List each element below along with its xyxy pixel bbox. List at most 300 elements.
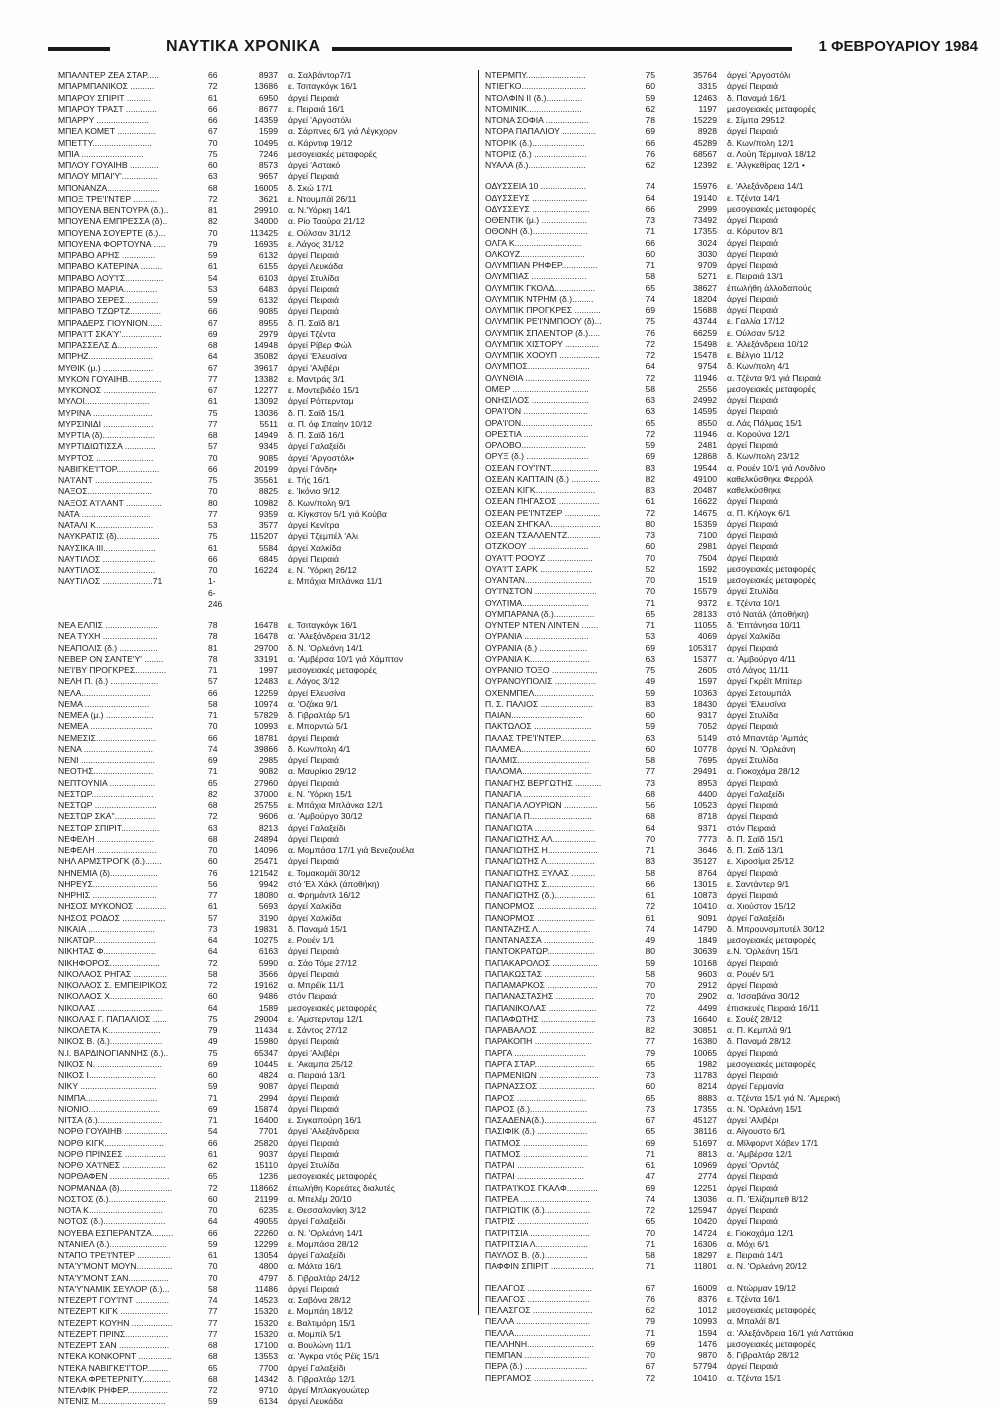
tonnage: 14359 [254, 115, 278, 125]
build-year: 66 [208, 115, 218, 125]
tonnage: 73492 [693, 215, 717, 225]
tonnage: 3577 [258, 520, 278, 530]
tonnage: 3024 [697, 237, 717, 248]
tonnage: 13015 [693, 878, 717, 889]
build-year: 70 [208, 845, 218, 855]
tonnage: 14342 [254, 1373, 278, 1384]
ship-list-right-column [485, 70, 960, 1384]
ship-location: άργεί 'Αλεξάνδρεια [288, 1126, 360, 1137]
tonnage: 29004 [254, 1013, 278, 1024]
ship-location: α. Π. όφ Σπαίην 10/12 [288, 418, 373, 429]
build-year: 71 [645, 1148, 655, 1159]
build-year: 60 [645, 81, 655, 92]
build-year: 60 [208, 1193, 218, 1204]
ship-name [58, 599, 208, 610]
header-rule-middle [332, 47, 792, 51]
build-year: 69 [645, 642, 655, 653]
ship-row [58, 1104, 476, 1115]
ship-name: ΝΤΑ'Υ'ΝΑΜΙΚ ΣΕΥΛΟΡ (δ.)... [58, 1283, 170, 1294]
ship-row [58, 755, 476, 766]
ship-location: ε. Τσιταγκόγκ 16/1 [288, 620, 358, 630]
ship-name: ΠΑΝΑΓΙΑ ΛΟΥΡΙΩΝ .............. [485, 800, 598, 810]
build-year: 82 [645, 1025, 655, 1035]
tonnage: 15320 [254, 1306, 278, 1317]
tonnage: 10065 [693, 1047, 717, 1058]
build-year: 246 [208, 598, 223, 609]
tonnage: 6483 [258, 283, 278, 294]
tonnage: 6132 [258, 250, 278, 260]
ship-row [58, 81, 476, 92]
ship-row [58, 126, 476, 137]
build-year: 83 [645, 485, 655, 495]
ship-name: ΜΠΕΛ ΚΟΜΕΤ ................ [58, 126, 156, 137]
ship-location: άργεί Πειραιά [288, 1036, 339, 1047]
build-year: 70 [208, 452, 218, 463]
build-year: 70 [645, 552, 655, 563]
ship-location: δ. Γιβραλτάρ 24/12 [288, 1272, 360, 1283]
tonnage: 10523 [693, 800, 717, 810]
ship-location: ε. 'Αμστερνταμ 12/1 [288, 1013, 363, 1024]
ship-name: ΟΛΥΜΠΙΚ ΣΠΛΕΝΤΟΡ (δ.)..... [485, 327, 601, 338]
tonnage: 1519 [697, 575, 717, 585]
ship-row [485, 541, 960, 552]
ship-location: άργεί Ελευσίνα [288, 687, 346, 698]
tonnage: 1236 [258, 1171, 278, 1182]
tonnage: 8718 [697, 811, 717, 822]
ship-row [58, 1250, 476, 1261]
ship-name: ΝΤΑΝΙΕΛ (δ.)........................ [58, 1238, 167, 1249]
tonnage: 11946 [693, 428, 717, 439]
ship-location: δ. 'Επτάνησα 10/11 [727, 620, 801, 630]
ship-location: δ. Κων/πολη 23/12 [727, 451, 799, 462]
ship-row [485, 1014, 960, 1025]
tonnage: 19831 [254, 923, 278, 934]
tonnage: 16224 [254, 565, 278, 575]
ship-row [58, 284, 476, 295]
tonnage: 125947 [688, 1205, 717, 1215]
ship-name: ΝΑΞΟΣ........................... [58, 486, 152, 497]
build-year: 77 [208, 418, 218, 429]
build-year: 58 [208, 1283, 218, 1294]
tonnage: 12251 [693, 1182, 717, 1193]
tonnage: 57829 [254, 710, 278, 720]
build-year: 74 [645, 293, 655, 304]
build-year: 71 [208, 665, 218, 675]
ship-location: α. Ρουέν 10/1 γιά Λονδίνο [727, 462, 826, 473]
ship-location: ε. 'Ακαμπα 25/12 [288, 1058, 353, 1069]
ship-row [485, 856, 960, 867]
ship-location: ε.Ν. 'Ορλεάνη 15/1 [727, 946, 799, 957]
ship-location: α. Ν. 'Ορλεάνη 15/1 [727, 1103, 803, 1114]
build-year: 65 [645, 1216, 655, 1227]
ship-name: ΝΗΡΗΙΣ ........................... [58, 890, 157, 900]
build-year: 72 [645, 338, 655, 349]
ship-location: α. 'Αμβούργο 4/11 [727, 653, 796, 664]
ship-name: ΠΕΛΑΓΟΣ .......................... [485, 1293, 590, 1304]
build-year: 77 [208, 890, 218, 900]
ship-location: άργεί Χαλκίδα [288, 542, 342, 553]
ship-location: άργεί Γαλαξείδι [288, 441, 346, 452]
build-year: 61 [208, 396, 218, 407]
ship-row [485, 294, 960, 305]
build-year: 49 [208, 1036, 218, 1047]
tonnage: 2902 [697, 991, 717, 1002]
build-year: 69 [208, 1103, 218, 1114]
ship-name: Π. Σ. ΠΑΛΙΟΣ ...................... [485, 698, 594, 709]
build-year: 75 [208, 407, 218, 418]
tonnage: 13686 [254, 81, 278, 92]
tonnage: 6845 [258, 553, 278, 564]
ship-location: άργεί Πειραιά [288, 732, 339, 743]
build-year: 66 [645, 137, 655, 148]
ship-location: άργεί Τζέντα [288, 328, 336, 339]
build-year: 75 [208, 148, 218, 159]
tonnage: 115207 [249, 531, 278, 542]
build-year: 78 [208, 653, 218, 664]
ship-row [58, 261, 476, 272]
ship-name: ΝΙΜΠΑ.............................. [58, 1092, 158, 1103]
build-year: 75 [645, 70, 655, 80]
ship-location: άργεί 'Αστακό [288, 160, 341, 170]
ship-row [58, 531, 476, 542]
ship-row [58, 631, 476, 642]
ship-row [485, 598, 960, 609]
ship-location: άργεί Πειραιά [727, 1361, 778, 1372]
ship-name: ΝΥΑΛΑ (δ.)........................ [485, 160, 586, 170]
ship-location: ε. Ντουμπάϊ 26/11 [288, 193, 357, 204]
ship-row [485, 283, 960, 294]
tonnage: 7504 [697, 552, 717, 563]
ship-row [485, 868, 960, 879]
ship-name: ΟΛΚΟΥΖ........................... [485, 248, 585, 259]
build-year: 70 [645, 586, 655, 597]
build-year: 71 [645, 845, 655, 855]
ship-row [485, 373, 960, 384]
tonnage: 10993 [693, 1316, 717, 1327]
build-year: 64 [208, 351, 218, 362]
ship-name: ΝΗΣΟΣ ΜΥΚΟΝΟΣ ............. [58, 901, 167, 912]
build-year: 69 [645, 1338, 655, 1349]
ship-row [58, 1093, 476, 1104]
tonnage: 17100 [254, 1340, 278, 1350]
build-year: 54 [208, 272, 218, 283]
ship-name: ΟΛΥΜΠΙΚ ΧΙΣΤΟΡΥ .............. [485, 338, 599, 349]
ship-location: άργεί Πειραιά [727, 811, 778, 822]
ship-row [485, 631, 960, 642]
ship-location: ε. Βέλγιο 11/12 [727, 350, 784, 360]
ship-location: ε. Ν. 'Υόρκη 26/12 [288, 565, 357, 575]
ship-row [58, 721, 476, 732]
ship-row [485, 1025, 960, 1036]
ship-location: ε. Γιοκοχάμα 12/1 [727, 1227, 794, 1238]
ship-location: α. Μομπάσα 17/1 γιά Βενεζουέλα [288, 845, 415, 855]
ship-row [58, 1059, 476, 1070]
ship-location: α. Χιούστον 15/12 [727, 901, 796, 912]
tonnage: 30851 [693, 1025, 717, 1035]
ship-name: ΟΤΖΚΟΟΥ ......................... [485, 541, 589, 552]
tonnage: 9710 [258, 1385, 278, 1395]
tonnage: 5990 [258, 957, 278, 968]
build-year: 47 [645, 1171, 655, 1182]
ship-location: μεσογειακές μεταφορές [727, 563, 816, 574]
build-year: 77 [208, 1317, 218, 1328]
tonnage: 19162 [254, 980, 278, 990]
ship-block [485, 1283, 960, 1384]
ship-name: ΝΤΟΝΑ ΣΟΦΙΑ .................. [485, 115, 589, 125]
build-year: 62 [208, 1160, 218, 1170]
ship-row [58, 980, 476, 991]
build-year: 61 [645, 496, 655, 507]
ship-name: ΠΑΤΜΟΣ ........................... [485, 1148, 588, 1159]
build-year: 57 [208, 441, 218, 452]
build-year: 70 [208, 565, 218, 575]
ship-row [58, 901, 476, 912]
ship-name: ΠΑΝΤΑΝΑΣΣΑ ..................... [485, 935, 594, 945]
tonnage: 57794 [693, 1361, 717, 1372]
ship-name: ΠΑΡΓΑ ΣΤΑΡ......................... [485, 1058, 595, 1069]
build-year: 79 [645, 1047, 655, 1058]
ship-row [58, 935, 476, 946]
ship-row [485, 924, 960, 935]
tonnage: 2981 [697, 541, 717, 552]
tonnage: 29700 [254, 642, 278, 653]
build-year: 71 [208, 710, 218, 720]
build-year: 73 [645, 1013, 655, 1024]
ship-name: ΟΥΡΑΝΙΑ (δ.) .................... [485, 642, 588, 653]
ship-row [485, 384, 960, 395]
ship-row [58, 329, 476, 340]
ship-row [58, 509, 476, 520]
ship-location: άργεί Πειραιά [288, 250, 339, 260]
build-year: 71 [645, 1261, 655, 1272]
build-year: 83 [645, 698, 655, 709]
ship-name: ΝΕΒΕΡ ΟΝ ΣΑΝΤΕ'Υ' ........ [58, 653, 164, 664]
build-year: 65 [645, 1126, 655, 1137]
ship-row [58, 1374, 476, 1385]
build-year: 72 [645, 350, 655, 360]
ship-row [485, 1250, 960, 1261]
ship-row [58, 1363, 476, 1374]
ship-name: ΝΙΚΗΦΟΡΟΣ..................... [58, 957, 160, 968]
build-year: 65 [645, 417, 655, 428]
tonnage: 4499 [697, 1002, 717, 1013]
ship-row [58, 778, 476, 789]
ship-row [485, 215, 960, 226]
ship-row [58, 1205, 476, 1216]
tonnage: 15579 [693, 586, 717, 597]
build-year: 69 [208, 755, 218, 765]
ship-row [485, 1239, 960, 1250]
ship-name: ΠΑΝΑΓΙΑ ............................ [485, 788, 591, 799]
ship-name [58, 588, 208, 599]
ship-name: ΜΠΡΑΒΟ ΑΡΗΣ .............. [58, 250, 156, 260]
ship-name: ΝΤΕΝΙΣ Μ............................ [58, 1396, 166, 1407]
build-year: 69 [208, 328, 218, 339]
ship-row [485, 789, 960, 800]
ship-location: άργεί Γερμανία [727, 1081, 784, 1092]
tonnage: 15320 [254, 1328, 278, 1339]
ship-row [58, 1228, 476, 1239]
tonnage: 28133 [693, 608, 717, 619]
tonnage [240, 576, 288, 587]
ship-row [485, 564, 960, 575]
ship-row [58, 351, 476, 362]
ship-row [58, 811, 476, 822]
build-year: 72 [208, 1182, 218, 1193]
ship-row [485, 778, 960, 789]
ship-location: άργεί Πειραιά [727, 552, 778, 563]
ship-name: ΝΤΕΖΕΡΤ ΚΙΓΚ .................... [58, 1306, 169, 1317]
ship-row [58, 1025, 476, 1036]
tonnage: 25471 [254, 856, 278, 867]
ship-name: ΠΑΤΜΟΣ ........................... [485, 1137, 588, 1148]
ship-location: δ. Γιβραλτάρ 5/1 [288, 710, 351, 720]
tonnage: 18781 [254, 732, 278, 743]
ship-row [485, 879, 960, 890]
build-year: 66 [208, 553, 218, 564]
build-year: 83 [645, 856, 655, 867]
build-year: 78 [645, 115, 655, 125]
ship-name: ΜΠΙΑ .......................... [58, 148, 144, 159]
ship-name: ΝΑΥΤΙΛΟΣ .....................71 [58, 576, 163, 587]
ship-location: άργεί Πειραιά [288, 1148, 339, 1159]
build-year: 62 [645, 160, 655, 170]
tonnage: 12299 [254, 1238, 278, 1249]
build-year: 61 [645, 890, 655, 900]
ship-name: ΟΣΕΑΝ ΡΕ'Ι'ΝΤΖΕΡ ............... [485, 507, 601, 518]
ship-name: ΜΠΟΥΕΝΑ ΕΜΠΡΕΣΣΑ (δ).. [58, 216, 168, 227]
tonnage: 9603 [697, 968, 717, 979]
ship-row [58, 1070, 476, 1081]
ship-name: ΠΑΤΡΑΙ ............................ [485, 1160, 585, 1170]
build-year: 60 [645, 710, 655, 720]
tonnage: 1599 [258, 126, 278, 137]
tonnage: 10993 [254, 721, 278, 732]
ship-location: ε. Τσιταγκόγκ 16/1 [288, 81, 358, 92]
ship-row [485, 1059, 960, 1070]
ship-name: ΟΥΡΑΝΟΥΠΟΛΙΣ ................. [485, 676, 596, 687]
ship-name: ΠΑΠΑΜΑΡΚΟΣ ..................... [485, 980, 598, 990]
tonnage: 16009 [693, 1282, 717, 1293]
ship-location: άργεί Πειραιά [727, 248, 778, 259]
ship-row [485, 834, 960, 845]
build-year: 77 [645, 1036, 655, 1047]
build-year: 78 [208, 631, 218, 642]
build-year: 72 [208, 1385, 218, 1395]
tonnage: 6155 [258, 261, 278, 272]
tonnage: 14595 [693, 406, 717, 417]
ship-name: ΝΟΥΕΒΑ ΕΣΠΕΡΑΝΤΖΑ......... [58, 1227, 174, 1238]
ship-row [485, 193, 960, 204]
ship-name: ΜΥΛΟΙ........................... [58, 396, 150, 407]
build-year: 77 [208, 1328, 218, 1339]
ship-location: ε. Ν. 'Υόρκη 15/1 [288, 788, 353, 799]
build-year: 72 [645, 1372, 655, 1383]
ship-row [58, 93, 476, 104]
ship-name: ΠΑΡΝΑΣΣΟΣ ....................... [485, 1081, 595, 1092]
ship-name: ΝΕΦΕΛΗ ........................ [58, 833, 155, 844]
ship-row [485, 249, 960, 260]
tonnage: 15976 [693, 181, 717, 192]
ship-row [485, 721, 960, 732]
ship-name: ΝΕΝΙ ............................... [58, 755, 155, 765]
tonnage: 15110 [254, 1160, 278, 1170]
tonnage: 3190 [258, 912, 278, 923]
ship-name: ΝΕΦΕΛΗ ......................... [58, 845, 157, 855]
tonnage: 10974 [254, 698, 278, 709]
tonnage: 10275 [254, 935, 278, 945]
ship-row [485, 226, 960, 237]
ship-name: ΜΠΟΝΑΝΖΑ...................... [58, 182, 160, 193]
tonnage: 15688 [693, 305, 717, 315]
tonnage: 6134 [258, 1396, 278, 1407]
ship-name: ΜΠΑΡΟΥ ΣΠΙΡΙΤ .......... [58, 92, 151, 103]
ship-row [58, 643, 476, 654]
tonnage: 15980 [254, 1036, 278, 1047]
ship-row [485, 811, 960, 822]
ship-name: ΟΥΡΑΝΙΟ ΤΟΞΟ ................... [485, 665, 598, 675]
ship-location: μεσογειακές μεταφορές [727, 935, 816, 945]
ship-name: ΝΤΟΛΦΙΝ ΙΙ (δ.)............... [485, 92, 583, 103]
ship-location: άργεί Πειραιά [288, 1103, 339, 1114]
ship-location: ε. Πειραιά 14/1 [727, 1250, 784, 1260]
ship-row [58, 363, 476, 374]
ship-name: ΝΕ'Ι'ΒΥ ΠΡΟΓΚΡΕΣ............. [58, 665, 167, 675]
ship-location: άργεί 'Ελευσίνα [727, 698, 786, 709]
build-year: 49 [645, 935, 655, 945]
ship-row [58, 1306, 476, 1317]
ship-name: ΟΥ'Ι'ΝΣΤΟΝ .......................... [485, 586, 597, 597]
ship-row [58, 868, 476, 879]
ship-name: ΟΥΝΤΕΡ ΝΤΕΝ ΛΙΝΤΕΝ ....... [485, 620, 599, 630]
ship-location: άργεί Πειραιά [727, 518, 778, 529]
tonnage: 2999 [697, 203, 717, 214]
ship-location: άργεί Πειραιά [727, 642, 778, 653]
tonnage: 24992 [693, 395, 717, 405]
tonnage: 9317 [697, 710, 717, 720]
tonnage: 8550 [697, 417, 717, 428]
ship-location: δ. Π. Σαϊδ 15/1 [727, 833, 784, 844]
tonnage: 18297 [693, 1250, 717, 1260]
build-year: 1- [208, 576, 216, 587]
ship-name: ΝΕΜΑ ........................... [58, 698, 150, 709]
ship-row [485, 969, 960, 980]
tonnage: 2774 [697, 1171, 717, 1182]
ship-location: μεσογειακές μεταφορές [727, 1305, 816, 1315]
ship-name: ΟΥΜΠΑΡΑΝΑ (δ.)................. [485, 608, 595, 619]
tonnage: 65347 [254, 1047, 278, 1058]
ship-location: άργεί Πειραιά [727, 1216, 778, 1227]
ship-location: α. Π. 'Ελίζαμπεθ 8/12 [727, 1193, 809, 1204]
ship-name: ΟΛΥΜΠΙΑΣ ....................... [485, 271, 587, 282]
build-year: 61 [208, 1148, 218, 1159]
tonnage: 16478 [254, 631, 278, 642]
ship-row [485, 1373, 960, 1384]
ship-name: ΝΑΥΤΙΛΟΣ ...................... [58, 553, 156, 564]
tonnage: 8953 [697, 777, 717, 788]
build-year: 75 [645, 665, 655, 675]
build-year: 72 [645, 507, 655, 518]
ship-name: ΝΗΝΕΜΙΑ (δ).................... [58, 867, 158, 878]
ship-row [58, 1396, 476, 1407]
build-year: 80 [645, 518, 655, 529]
tonnage: 9606 [258, 811, 278, 822]
ship-name: ΟΛΥΜΠΙΚ ΡΕ'Ι'ΝΜΠΟΟΥ (δ)... [485, 316, 602, 327]
ship-location: άργεί Πειραιά [288, 755, 339, 765]
ship-row [485, 271, 960, 282]
ship-name: ΠΕΛΛΑ ............................... [485, 1316, 591, 1327]
build-year: 68 [208, 1373, 218, 1384]
